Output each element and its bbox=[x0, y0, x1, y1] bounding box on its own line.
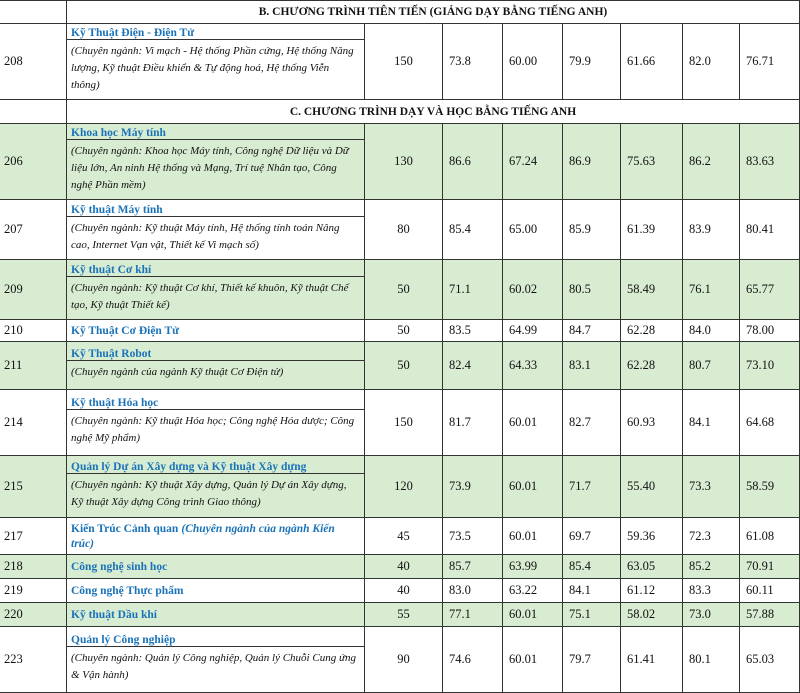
program-note: (Chuyên ngành: Kỹ thuật Cơ khí, Thiết kế khuôn, Kỹ thuật Chế tạo, Kỹ thuật Thiết kế) bbox=[67, 276, 364, 316]
score: 65.00 bbox=[503, 200, 563, 260]
table-row bbox=[0, 24, 800, 100]
score: 73.3 bbox=[683, 456, 740, 518]
program-note: (Chuyên ngành: Quản lý Công nghiệp, Quản lý Chuỗi Cung ứng & Vận hành) bbox=[67, 646, 364, 686]
section-spacer bbox=[0, 100, 67, 124]
program-code: 215 bbox=[0, 456, 67, 518]
program-note: (Chuyên ngành: Kỹ thuật Xây dựng, Quản lý Dự án Xây dựng, Kỹ thuật Xây dựng Công trình Giao thông) bbox=[67, 473, 364, 513]
score: 79.9 bbox=[563, 24, 621, 100]
score: 60.01 bbox=[503, 390, 563, 456]
program-code: 211 bbox=[0, 342, 67, 390]
program-code: 208 bbox=[0, 24, 67, 100]
score: 76.71 bbox=[740, 24, 800, 100]
program-name: Kỹ thuật Cơ khí bbox=[71, 263, 152, 276]
table-row bbox=[0, 456, 800, 518]
table-row bbox=[0, 603, 800, 627]
score: 80.7 bbox=[683, 342, 740, 390]
table-row bbox=[0, 579, 800, 603]
score: 77.1 bbox=[443, 603, 503, 627]
program-cell bbox=[67, 320, 365, 342]
score: 64.99 bbox=[503, 320, 563, 342]
score: 60.01 bbox=[503, 518, 563, 555]
score: 60.93 bbox=[621, 390, 683, 456]
program-code: 210 bbox=[0, 320, 67, 342]
program-cell bbox=[67, 260, 365, 320]
score: 63.99 bbox=[503, 555, 563, 579]
score: 83.63 bbox=[740, 124, 800, 200]
quota: 50 bbox=[365, 260, 443, 320]
score: 65.77 bbox=[740, 260, 800, 320]
program-name: Kiến Trúc Cảnh quan bbox=[71, 523, 179, 536]
score: 85.9 bbox=[563, 200, 621, 260]
table-row bbox=[0, 200, 800, 260]
quota: 50 bbox=[365, 342, 443, 390]
program-note: (Chuyên ngành: Khoa học Máy tính, Công nghệ Dữ liệu và Dữ liệu lớn, An ninh Hệ thống và Mạng, Trí tuệ Nhân tạo, Công nghệ Phần mềm) bbox=[67, 139, 364, 196]
score: 80.5 bbox=[563, 260, 621, 320]
score: 73.0 bbox=[683, 603, 740, 627]
score: 86.6 bbox=[443, 124, 503, 200]
program-name: Kỹ thuật Máy tính bbox=[71, 203, 163, 216]
program-name: Quản lý Dự án Xây dựng và Kỹ thuật Xây dựng bbox=[71, 460, 307, 473]
program-cell bbox=[67, 342, 365, 390]
score: 76.1 bbox=[683, 260, 740, 320]
score: 60.01 bbox=[503, 603, 563, 627]
program-name: Kỹ Thuật Điện - Điện Tử bbox=[71, 27, 195, 39]
section-b-header: B. CHƯƠNG TRÌNH TIÊN TIẾN (GIẢNG DẠY BẰNG TIẾNG ANH) bbox=[67, 1, 800, 24]
quota: 130 bbox=[365, 124, 443, 200]
table-row bbox=[0, 342, 800, 390]
score: 81.7 bbox=[443, 390, 503, 456]
score: 60.02 bbox=[503, 260, 563, 320]
score: 70.91 bbox=[740, 555, 800, 579]
score: 73.10 bbox=[740, 342, 800, 390]
section-spacer bbox=[0, 1, 67, 24]
program-cell bbox=[67, 518, 365, 555]
score: 61.08 bbox=[740, 518, 800, 555]
table-row bbox=[0, 320, 800, 342]
program-name: Công nghệ sinh học bbox=[71, 560, 168, 573]
program-code: 220 bbox=[0, 603, 67, 627]
score: 55.40 bbox=[621, 456, 683, 518]
program-code: 219 bbox=[0, 579, 67, 603]
program-name: Khoa học Máy tính bbox=[71, 127, 166, 140]
score: 80.41 bbox=[740, 200, 800, 260]
score: 71.7 bbox=[563, 456, 621, 518]
program-code: 218 bbox=[0, 555, 67, 579]
score: 64.33 bbox=[503, 342, 563, 390]
score: 63.22 bbox=[503, 579, 563, 603]
quota: 80 bbox=[365, 200, 443, 260]
table-row bbox=[0, 390, 800, 456]
table-row bbox=[0, 627, 800, 693]
quota: 50 bbox=[365, 320, 443, 342]
score: 64.68 bbox=[740, 390, 800, 456]
score: 60.01 bbox=[503, 456, 563, 518]
score: 86.2 bbox=[683, 124, 740, 200]
score: 83.1 bbox=[563, 342, 621, 390]
program-name: Công nghệ Thực phẩm bbox=[71, 584, 184, 597]
score: 83.9 bbox=[683, 200, 740, 260]
program-name: Kỹ Thuật Robot bbox=[71, 348, 152, 361]
quota: 120 bbox=[365, 456, 443, 518]
score: 58.49 bbox=[621, 260, 683, 320]
score: 84.0 bbox=[683, 320, 740, 342]
program-code: 214 bbox=[0, 390, 67, 456]
score: 62.28 bbox=[621, 342, 683, 390]
score: 79.7 bbox=[563, 627, 621, 693]
program-code: 217 bbox=[0, 518, 67, 555]
score: 61.12 bbox=[621, 579, 683, 603]
score: 75.63 bbox=[621, 124, 683, 200]
score: 85.4 bbox=[563, 555, 621, 579]
score: 61.39 bbox=[621, 200, 683, 260]
score: 73.8 bbox=[443, 24, 503, 100]
score: 57.88 bbox=[740, 603, 800, 627]
score: 58.59 bbox=[740, 456, 800, 518]
score: 71.1 bbox=[443, 260, 503, 320]
score: 84.7 bbox=[563, 320, 621, 342]
program-note: (Chuyên ngành của ngành Kỹ thuật Cơ Điện tử) bbox=[67, 360, 364, 383]
quota: 150 bbox=[365, 390, 443, 456]
score: 75.1 bbox=[563, 603, 621, 627]
quota: 40 bbox=[365, 579, 443, 603]
score: 85.2 bbox=[683, 555, 740, 579]
program-cell bbox=[67, 124, 365, 200]
program-code: 206 bbox=[0, 124, 67, 200]
score: 83.5 bbox=[443, 320, 503, 342]
score: 85.4 bbox=[443, 200, 503, 260]
score: 61.41 bbox=[621, 627, 683, 693]
score: 63.05 bbox=[621, 555, 683, 579]
program-name: Kỹ thuật Hóa học bbox=[71, 396, 159, 409]
program-cell bbox=[67, 603, 365, 627]
program-cell bbox=[67, 24, 365, 100]
score: 82.4 bbox=[443, 342, 503, 390]
program-name: Kỹ Thuật Cơ Điện Tử bbox=[71, 324, 180, 337]
program-cell bbox=[67, 579, 365, 603]
score: 58.02 bbox=[621, 603, 683, 627]
score: 83.0 bbox=[443, 579, 503, 603]
score: 84.1 bbox=[683, 390, 740, 456]
score: 82.0 bbox=[683, 24, 740, 100]
score: 62.28 bbox=[621, 320, 683, 342]
score: 86.9 bbox=[563, 124, 621, 200]
table-row bbox=[0, 555, 800, 579]
score: 61.66 bbox=[621, 24, 683, 100]
table-row bbox=[0, 124, 800, 200]
score: 73.9 bbox=[443, 456, 503, 518]
table-row bbox=[0, 518, 800, 555]
score: 83.3 bbox=[683, 579, 740, 603]
score: 78.00 bbox=[740, 320, 800, 342]
score: 65.03 bbox=[740, 627, 800, 693]
score: 60.01 bbox=[503, 627, 563, 693]
score: 82.7 bbox=[563, 390, 621, 456]
score: 80.1 bbox=[683, 627, 740, 693]
score: 69.7 bbox=[563, 518, 621, 555]
program-note: (Chuyên ngành: Kỹ thuật Hóa học; Công nghệ Hóa dược; Công nghệ Mỹ phẩm) bbox=[67, 409, 364, 449]
quota: 90 bbox=[365, 627, 443, 693]
program-cell bbox=[67, 555, 365, 579]
program-code: 223 bbox=[0, 627, 67, 693]
score: 59.36 bbox=[621, 518, 683, 555]
score: 85.7 bbox=[443, 555, 503, 579]
program-cell bbox=[67, 200, 365, 260]
score: 60.11 bbox=[740, 579, 800, 603]
program-cell bbox=[67, 390, 365, 456]
score: 73.5 bbox=[443, 518, 503, 555]
score: 72.3 bbox=[683, 518, 740, 555]
quota: 45 bbox=[365, 518, 443, 555]
program-note: (Chuyên ngành của ngành Kiến trúc) bbox=[71, 523, 335, 551]
score: 67.24 bbox=[503, 124, 563, 200]
score: 84.1 bbox=[563, 579, 621, 603]
program-code: 207 bbox=[0, 200, 67, 260]
program-note: (Chuyên ngành: Vi mạch - Hệ thống Phần cứng, Hệ thống Năng lượng, Kỹ thuật Điều khiển & Tự động hoá, Hệ thống Viễn thông) bbox=[67, 39, 364, 96]
quota: 55 bbox=[365, 603, 443, 627]
score: 74.6 bbox=[443, 627, 503, 693]
program-cell bbox=[67, 456, 365, 518]
program-name: Kỹ thuật Dầu khí bbox=[71, 608, 157, 621]
section-c-header: C. CHƯƠNG TRÌNH DẠY VÀ HỌC BẰNG TIẾNG ANH bbox=[67, 100, 800, 124]
program-cell bbox=[67, 627, 365, 693]
program-code: 209 bbox=[0, 260, 67, 320]
program-note: (Chuyên ngành: Kỹ thuật Máy tính, Hệ thống tính toán Nâng cao, Internet Vạn vật, Thiết kế Vi mạch số) bbox=[67, 216, 364, 256]
score: 60.00 bbox=[503, 24, 563, 100]
table-row bbox=[0, 260, 800, 320]
program-name: Quản lý Công nghiệp bbox=[71, 633, 176, 646]
quota: 150 bbox=[365, 24, 443, 100]
quota: 40 bbox=[365, 555, 443, 579]
